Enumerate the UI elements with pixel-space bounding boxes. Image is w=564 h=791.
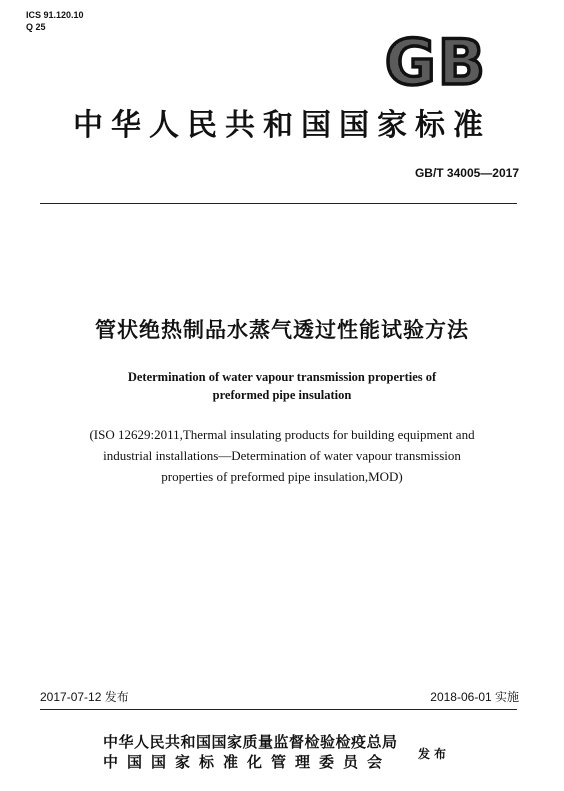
footer-divider <box>40 709 517 710</box>
document-title-english <box>0 368 564 404</box>
gb-logo-letters: GB <box>384 30 488 90</box>
iso-reference-line-1: (ISO 12629:2011,Thermal insulating products for building equipment and <box>89 427 475 442</box>
issuing-authorities <box>103 732 423 772</box>
ics-code: ICS 91.120.10 <box>26 10 84 20</box>
issue-action: 发布 <box>418 747 451 761</box>
gb-logo <box>368 30 504 90</box>
standard-number: GB/T 34005—2017 <box>414 166 519 180</box>
classification-codes <box>26 9 84 33</box>
implementation-date: 2018-06-01 实施 <box>430 690 519 704</box>
header-divider <box>40 203 517 204</box>
document-title-chinese: 管状绝热制品水蒸气透过性能试验方法 <box>95 318 469 342</box>
iso-reference <box>0 424 564 487</box>
issuer-aqsiq: 中华人民共和国国家质量监督检验检疫总局 <box>103 733 398 751</box>
issuer-sac: 中国国家标准化管理委员会 <box>103 753 392 771</box>
issue-date: 2017-07-12 发布 <box>40 690 129 704</box>
gb-logo-graphic <box>368 30 504 90</box>
standard-title: 中华人民共和国国家标准 <box>73 108 491 143</box>
title-en-line-1: Determination of water vapour transmission properties of <box>127 370 437 384</box>
iso-reference-line-3: properties of preformed pipe insulation,MOD) <box>161 469 403 484</box>
iso-reference-line-2: industrial installations—Determination of water vapour transmission <box>103 448 461 463</box>
title-en-line-2: preformed pipe insulation <box>212 388 352 402</box>
ccs-code: Q 25 <box>26 22 46 32</box>
